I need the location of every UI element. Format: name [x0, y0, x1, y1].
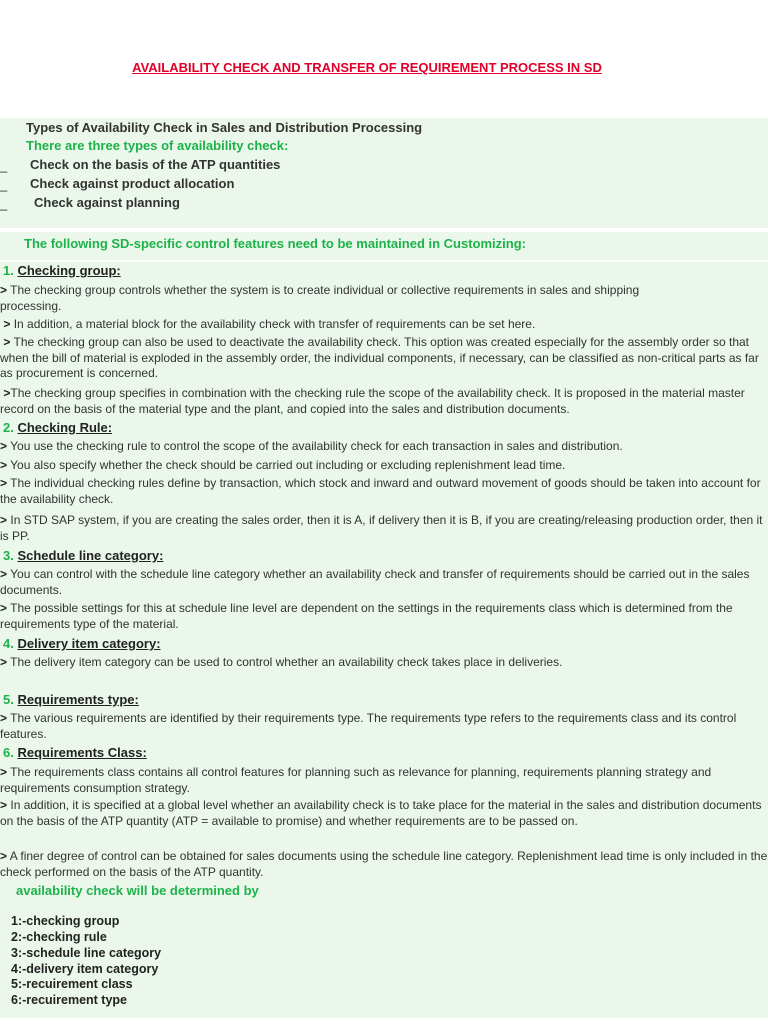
section-title: Requirements type: [17, 692, 139, 707]
paragraph: > The checking group can also be used to deactivate the availability check. This option was created especially for the assembly order so that when the bill of material is exploded in the assembly order, the individual components, if necessary, can be classified as non-critical parts as far as procurement is concerned. [0, 335, 759, 380]
paragraph: > The possible settings for this at schedule line level are dependent on the settings in the requirements class which is determined from the requirements type of the material. [0, 601, 733, 631]
list-item: 4:-delivery item category [11, 962, 159, 976]
section-number: 1. [3, 263, 14, 278]
section-heading [3, 745, 147, 760]
paragraph: > In STD SAP system, if you are creating the sales order, then it is A, if delivery then it is B, if you are creating/releasing production order, then it is PP. [0, 513, 763, 543]
section-heading [3, 692, 139, 707]
control-features-intro: The following SD-specific control features need to be maintained in Customizing: [24, 236, 526, 251]
page-title: AVAILABILITY CHECK AND TRANSFER OF REQUIREMENT PROCESS IN SD [132, 60, 602, 75]
section-title: Delivery item category: [17, 636, 161, 651]
section-title: Checking group: [17, 263, 121, 278]
paragraph: > The requirements class contains all control features for planning such as relevance for planning, requirements planning strategy and requirements consumption strategy. [0, 765, 712, 795]
section-heading [3, 636, 161, 651]
paragraph: > You also specify whether the check should be carried out including or excluding replenishment lead time. [0, 458, 566, 472]
type-item: Check against planning [34, 195, 180, 210]
paragraph: > The checking group controls whether the system is to create individual or collective requirements in sales and shipping processing. [0, 283, 640, 313]
list-item: 6:-recuirement type [11, 993, 128, 1007]
section-heading [3, 420, 112, 435]
section-number: 4. [3, 636, 14, 651]
paragraph: > A finer degree of control can be obtained for sales documents using the schedule line category. Replenishment lead time is only included in the check performed on the basis of the ATP quantity. [0, 849, 768, 879]
paragraph: > The various requirements are identified by their requirements type. The requirements type refers to the requirements class and its control features. [0, 711, 737, 741]
section-title: Schedule line category: [17, 548, 164, 563]
list-item: 1:-checking group [11, 914, 120, 928]
paragraph: > The individual checking rules define by transaction, which stock and inward and outward movement of goods should be taken into account for the availability check. [0, 476, 761, 506]
section-number: 2. [3, 420, 14, 435]
list-item: 2:-checking rule [11, 930, 107, 944]
bullet-marker: _ [0, 177, 8, 192]
section-heading [3, 263, 121, 278]
paragraph: > In addition, it is specified at a global level whether an availability check is to take place for the material in the sales and distribution documents on the basis of the ATP quantity (ATP = available to promise) and whether requirements are to be passed on. [0, 798, 762, 828]
three-types-intro: There are three types of availability check: [26, 138, 289, 153]
section-title: Checking Rule: [17, 420, 113, 435]
determined-by-heading: availability check will be determined by [16, 883, 259, 898]
section-number: 5. [3, 692, 14, 707]
section-title: Requirements Class: [17, 745, 147, 760]
section-number: 6. [3, 745, 14, 760]
section-heading [3, 548, 163, 563]
paragraph: > You can control with the schedule line category whether an availability check and transfer of requirements should be carried out in the sales documents. [0, 567, 750, 597]
bullet-marker: _ [0, 196, 8, 211]
paragraph: > In addition, a material block for the availability check with transfer of requirements can be set here. [3, 317, 536, 331]
paragraph: >The checking group specifies in combination with the checking rule the scope of the availability check. It is proposed in the material master record on the basis of the material type and the plant, and copied into the sales and distribution documents. [0, 386, 745, 416]
type-item: Check on the basis of the ATP quantities [30, 157, 281, 172]
list-item: 5:-recuirement class [11, 977, 133, 991]
list-item: 3:-schedule line category [11, 946, 162, 960]
section-number: 3. [3, 548, 14, 563]
paragraph: > You use the checking rule to control the scope of the availability check for each transaction in sales and distribution. [0, 439, 623, 453]
type-item: Check against product allocation [30, 176, 235, 191]
paragraph: > The delivery item category can be used to control whether an availability check takes place in deliveries. [0, 655, 563, 669]
types-heading: Types of Availability Check in Sales and Distribution Processing [26, 120, 423, 135]
bullet-marker: _ [0, 158, 8, 173]
